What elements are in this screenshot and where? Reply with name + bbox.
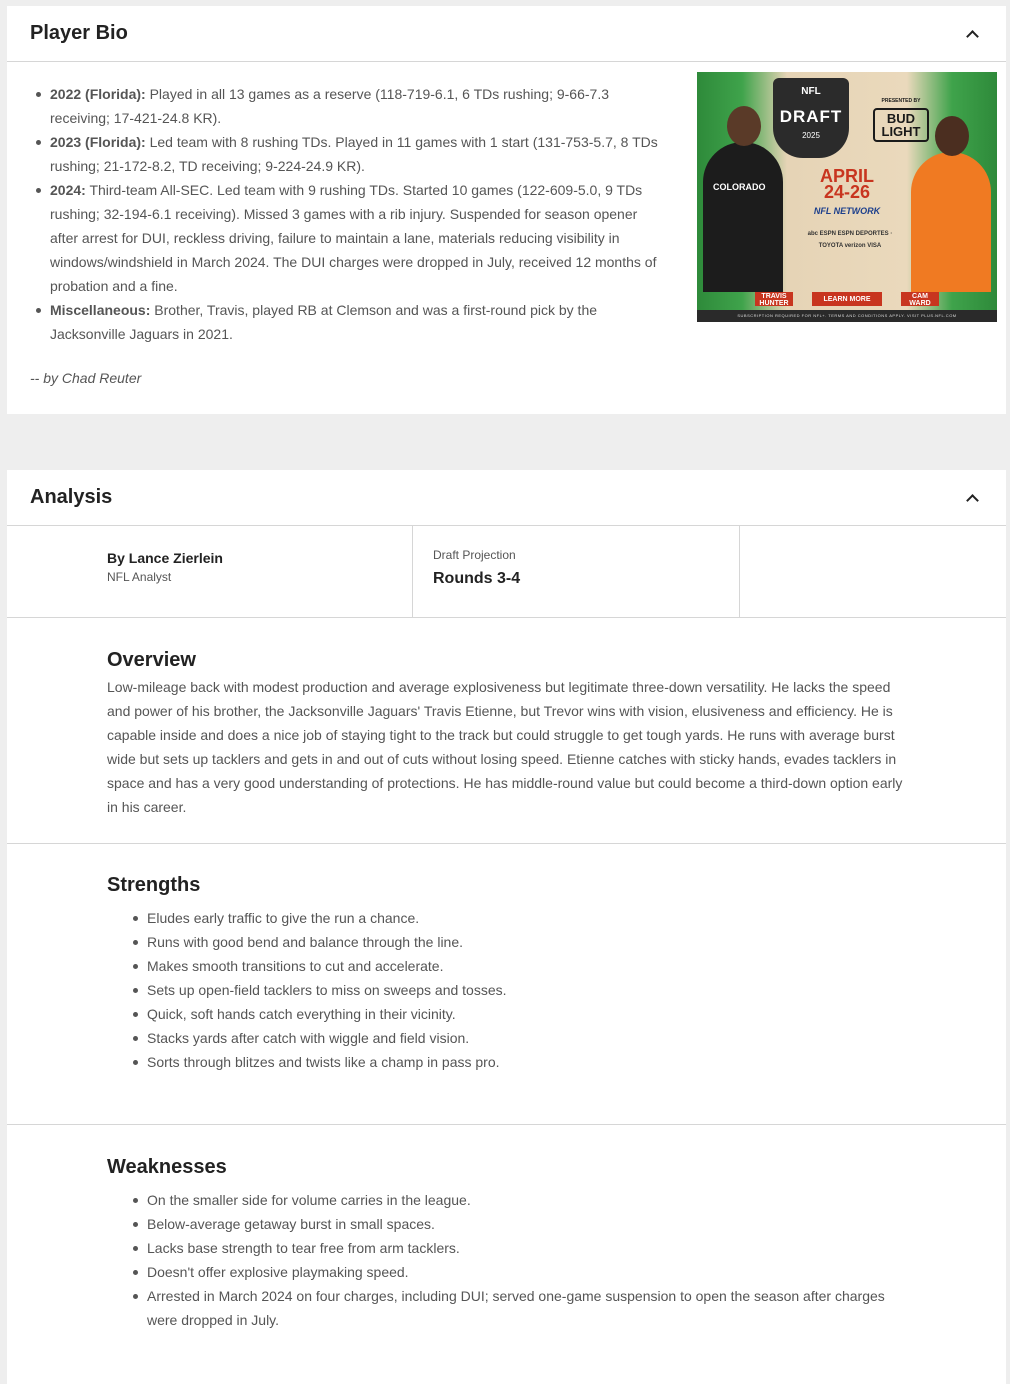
weaknesses-list: [107, 1188, 1006, 1332]
weakness-item: Lacks base strength to tear free from arm tacklers.: [107, 1236, 907, 1260]
nfl-draft-ad[interactable]: [697, 72, 997, 322]
analysis-meta-row: [7, 526, 1006, 618]
bio-item-text: Third-team All-SEC. Led team with 9 rushing TDs. Started 10 games (122-609-5.0, 9 TDs rushing; 32-194-6.1 receiving). Missed 3 games with a rib injury. Suspended for season opener after arrest for DUI, reckless driving, failure to maintain a lane, materials reducing visibility in windows/windshield in March 2024. The DUI charges were dropped in July, received 12 months of probation and a fine.: [50, 182, 657, 294]
draft-projection-cell: [413, 526, 740, 617]
player-bio-title: Player Bio: [30, 22, 128, 44]
draft-projection-value: Rounds 3-4: [433, 570, 521, 587]
bio-item-text: Led team with 8 rushing TDs. Played in 11 games with 1 start (131-753-5.7, 8 TDs rushing; 21-172-8.2, TD receiving; 9-224-24.9 KR).: [50, 134, 658, 174]
strengths-list: [107, 906, 1006, 1074]
ad-year-text: 2025: [802, 131, 820, 140]
player-bio-body: [7, 62, 1006, 386]
bio-byline: -- by Chad Reuter: [30, 370, 142, 386]
ad-draft-text: DRAFT: [779, 107, 843, 126]
weakness-item: Doesn't offer explosive playmaking speed.: [107, 1260, 907, 1284]
ad-player-right-head: [935, 116, 969, 156]
strength-item: Quick, soft hands catch everything in their vicinity.: [107, 1002, 907, 1026]
strengths-title: Strengths: [107, 874, 201, 896]
strength-item: Sets up open-field tacklers to miss on sweeps and tosses.: [107, 978, 907, 1002]
ad-player1-name: TRAVIS HUNTER: [755, 292, 793, 306]
overview-text: Low-mileage back with modest production and average explosiveness but legitimate three-down versatility. He lacks the speed and power of his brother, the Jacksonville Jaguars' Travis Etienne, but Trevor wins with vision, elusiveness and efficiency. He is capable inside and does a nice job of staying tight to the track but could struggle to get tough yards. He runs with average burst wide but sets up tacklers and gets in and out of cuts without losing speed. Etienne catches with sticky hands, evades tacklers in space and has a very good understanding of protections. He has middle-round value but could become a third-down option early in his career.: [107, 679, 903, 815]
analysis-card: [7, 470, 1006, 1384]
strength-item: Runs with good bend and balance through the line.: [107, 930, 907, 954]
ad-date-days: 24-26: [823, 182, 871, 202]
ad-network: NFL NETWORK: [813, 206, 881, 216]
ad-learn-more-button[interactable]: LEARN MORE: [812, 292, 882, 306]
bio-item-text: Brother, Travis, played RB at Clemson and was a first-round pick by the Jacksonville Jaguars in 2021.: [50, 302, 598, 342]
strength-item: Sorts through blitzes and twists like a champ in pass pro.: [107, 1050, 907, 1074]
author-cell: [7, 526, 413, 617]
strength-item: Makes smooth transitions to cut and accelerate.: [107, 954, 907, 978]
weakness-item: Arrested in March 2024 on four charges, including DUI; served one-game suspension to open the season after charges were dropped in July.: [107, 1284, 907, 1332]
ad-disclaimer: SUBSCRIPTION REQUIRED FOR NFL+. TERMS AND CONDITIONS APPLY. VISIT PLUS.NFL.COM: [697, 310, 997, 322]
bio-item-label: Miscellaneous:: [50, 302, 151, 318]
ad-presented-by: PRESENTED BY: [881, 98, 921, 104]
author-name: By Lance Zierlein: [107, 550, 223, 566]
nfl-draft-logo: [773, 78, 849, 158]
player-bio-header[interactable]: [7, 6, 1006, 62]
strength-item: Stacks yards after catch with wiggle and field vision.: [107, 1026, 907, 1050]
draft-projection-label: Draft Projection: [433, 548, 516, 562]
chevron-up-icon[interactable]: [965, 491, 979, 505]
bio-item-label: 2024:: [50, 182, 86, 198]
bio-item: [30, 178, 662, 298]
bio-item-label: 2023 (Florida):: [50, 134, 146, 150]
ad-sponsor-name: BUD LIGHT: [873, 108, 929, 142]
meta-empty-cell: [740, 526, 1006, 617]
ad-broadcaster-logos: abc ESPN ESPN DEPORTES · TOYOTA verizon VISA: [807, 231, 893, 249]
weakness-item: Below-average getaway burst in small spaces.: [107, 1212, 907, 1236]
bio-item: [30, 130, 662, 178]
bio-item-label: 2022 (Florida):: [50, 86, 146, 102]
bio-item-text: Played in all 13 games as a reserve (118-719-6.1, 6 TDs rushing; 9-66-7.3 receiving; 17-421-24.8 KR).: [50, 86, 609, 126]
ad-player-right: [911, 152, 991, 292]
ad-jersey-text: COLORADO: [713, 182, 766, 192]
strength-item: Eludes early traffic to give the run a chance.: [107, 906, 907, 930]
ad-player2-name: CAM WARD: [901, 292, 939, 306]
overview-title: Overview: [107, 649, 196, 671]
bio-list: [30, 82, 662, 346]
ad-player-left-head: [727, 106, 761, 146]
analysis-header[interactable]: [7, 470, 1006, 526]
bio-item: [30, 82, 662, 130]
weakness-item: On the smaller side for volume carries in the league.: [107, 1188, 907, 1212]
weaknesses-section: [7, 1125, 1006, 1377]
bio-item: [30, 298, 662, 346]
player-bio-card: [7, 6, 1006, 414]
ad-nfl-text: NFL: [801, 86, 821, 97]
strengths-section: [7, 844, 1006, 1125]
overview-section: [7, 618, 1006, 844]
sponsor-logo: [873, 98, 929, 142]
analysis-title: Analysis: [30, 486, 113, 508]
ad-date-month: APRIL: [820, 166, 874, 186]
chevron-up-icon[interactable]: [965, 27, 979, 41]
author-role: NFL Analyst: [107, 570, 172, 584]
ad-date: [797, 168, 897, 200]
weaknesses-title: Weaknesses: [107, 1156, 227, 1178]
ad-player-left: [703, 142, 783, 292]
